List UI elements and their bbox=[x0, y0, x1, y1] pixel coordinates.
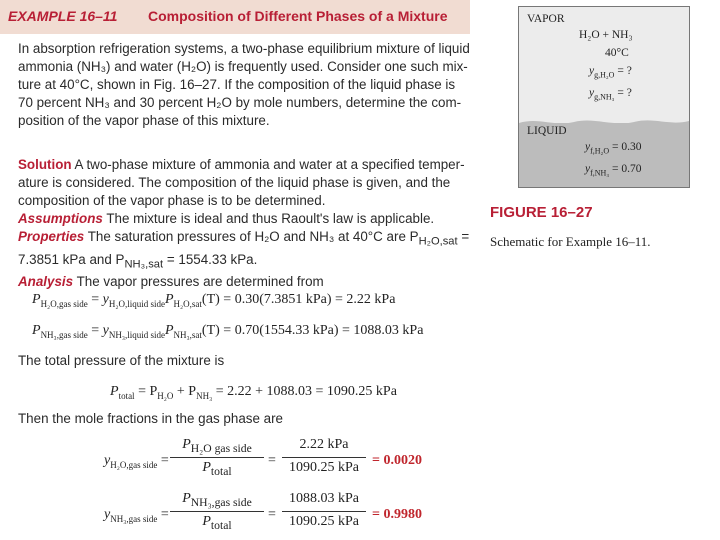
value: = ? bbox=[614, 87, 632, 99]
subscript: NH₃,gas side bbox=[110, 513, 158, 524]
symbol: P bbox=[164, 323, 174, 338]
assumptions-heading: Assumptions bbox=[18, 211, 103, 226]
equation-part: = P bbox=[134, 384, 158, 399]
figure-caption-text: Schematic for Example 16–11. bbox=[490, 234, 651, 249]
subscript: total bbox=[210, 518, 232, 532]
solution-text: composition of the vapor phase is to be determined. bbox=[18, 193, 326, 208]
properties-sub: NH₃,sat bbox=[124, 258, 164, 271]
numerator: 2.22 kPa bbox=[299, 437, 349, 452]
equation-rest: = 2.22 + 1088.03 = 1090.25 kPa bbox=[212, 384, 397, 399]
subscript: NH₃,sat bbox=[173, 329, 202, 340]
fraction-numeric bbox=[282, 491, 366, 532]
analysis-heading: Analysis bbox=[18, 274, 74, 290]
symbol: P bbox=[164, 292, 174, 307]
value: = 0.30 bbox=[609, 141, 642, 153]
problem-line: ammonia (NH₃) and water (H₂O) is frequently used. Consider one such mix- bbox=[18, 59, 468, 74]
symbol: y bbox=[585, 163, 591, 175]
vapor-h2o-fraction bbox=[589, 65, 632, 79]
equation-part: + P bbox=[173, 384, 197, 399]
symbol: P bbox=[32, 292, 41, 307]
subscript: H₂O bbox=[157, 390, 174, 401]
subscript: NH₃ bbox=[196, 390, 213, 401]
symbol: y bbox=[589, 65, 595, 77]
example-header bbox=[0, 0, 470, 34]
numerator: 1088.03 kPa bbox=[289, 491, 359, 506]
paragraph-line: Then the mole fractions in the gas phase are bbox=[18, 411, 283, 426]
example-title: Composition of Different Phases of a Mixture bbox=[148, 8, 448, 24]
problem-statement bbox=[18, 40, 470, 130]
liquid-label: LIQUID bbox=[527, 125, 567, 137]
symbol: y bbox=[104, 453, 111, 468]
liquid-h2o-fraction bbox=[585, 141, 642, 155]
properties-text: 7.3851 kPa and P bbox=[18, 251, 125, 267]
h2o-mole-fraction-result: = 0.0020 bbox=[372, 453, 422, 468]
nh3-mole-fraction-result: = 0.9980 bbox=[372, 507, 422, 522]
total-pressure-text bbox=[18, 352, 466, 370]
properties-sub: H₂O,sat bbox=[418, 235, 458, 248]
subscript: g,NH₃ bbox=[594, 92, 615, 102]
subscript: H₂O,liquid side bbox=[108, 298, 165, 309]
value: = 0.70 bbox=[609, 163, 642, 175]
figure-caption-title: FIGURE 16–27 bbox=[490, 204, 593, 221]
equals-sign: = bbox=[268, 507, 276, 522]
mole-fraction-text bbox=[18, 410, 466, 428]
problem-line: position of the vapor phase of this mixture. bbox=[18, 113, 270, 128]
equation-nh3-mole-fraction-lhs: $y_{NH_3,gas side}$ = bbox=[104, 507, 169, 524]
subscript: H₂O,gas side bbox=[40, 298, 88, 309]
subscript: total bbox=[210, 464, 232, 478]
temperature-label: 40°C bbox=[605, 47, 629, 59]
subscript: NH₃,liquid side bbox=[108, 329, 165, 340]
vapor-nh3-fraction bbox=[589, 87, 632, 101]
liquid-nh3-fraction bbox=[585, 163, 642, 177]
paragraph-line: The total pressure of the mixture is bbox=[18, 353, 225, 368]
subscript: NH₃,gas side bbox=[40, 329, 88, 340]
subscript: H₂O,sat bbox=[173, 298, 202, 309]
fraction-pressure-ratio bbox=[170, 491, 264, 532]
subscript: f,H₂O bbox=[590, 146, 610, 156]
vapor-liquid-schematic bbox=[518, 6, 690, 188]
equation-nh3-partial-pressure: $P_{NH_3,gas side} = y_{NH_3,liquid side}P_{NH_3,sat}(T) = 0.70(1554.33$ kPa) = 1088.03 kPa bbox=[32, 323, 424, 340]
subscript: total bbox=[118, 390, 135, 401]
symbol: P bbox=[182, 491, 191, 506]
value: = ? bbox=[614, 65, 632, 77]
symbol: P bbox=[182, 437, 191, 452]
symbol: y bbox=[102, 323, 109, 338]
mixture-label: H₂O + NH₃ bbox=[579, 29, 633, 41]
problem-line: ture at 40°C, shown in Fig. 16–27. If the composition of the liquid phase is bbox=[18, 77, 456, 92]
properties-text: The saturation pressures of H₂O and NH₃ at 40°C are P bbox=[87, 229, 419, 244]
equation-h2o-partial-pressure: $P_{H_2O,gas side} = y_{H_2O,liquid side}P_{H_2O,sat}(T) = 0.30(7.3851$ kPa) = 2.22 kPa bbox=[32, 292, 396, 309]
symbol: P bbox=[202, 460, 211, 475]
vapor-label: VAPOR bbox=[527, 13, 565, 25]
symbol: y bbox=[102, 292, 109, 307]
example-label: EXAMPLE 16–11 bbox=[8, 8, 118, 24]
denominator: 1090.25 kPa bbox=[289, 514, 359, 529]
solution-block bbox=[18, 156, 470, 291]
fraction-numeric bbox=[282, 437, 366, 478]
problem-line: In absorption refrigeration systems, a two-phase equilibrium mixture of liquid bbox=[18, 41, 470, 56]
subscript: H₂O gas side bbox=[190, 441, 252, 455]
symbol: P bbox=[202, 514, 211, 529]
equation-h2o-mole-fraction-lhs: $y_{H_2O,gas side}$ = bbox=[104, 453, 169, 470]
problem-line: 70 percent NH₃ and 30 percent H₂O by mole numbers, determine the com- bbox=[18, 95, 462, 110]
equation-rest: (T) = 0.30(7.3851 kPa) = 2.22 kPa bbox=[201, 292, 396, 307]
denominator: 1090.25 kPa bbox=[289, 460, 359, 475]
subscript: NH₃,gas side bbox=[190, 495, 252, 509]
assumptions-text: The mixture is ideal and thus Raoult's law is applicable. bbox=[106, 211, 435, 226]
subscript: H₂O,gas side bbox=[110, 459, 158, 470]
symbol: P bbox=[110, 384, 119, 399]
properties-heading: Properties bbox=[18, 229, 85, 244]
subscript: g,H₂O bbox=[594, 70, 615, 80]
symbol: y bbox=[589, 87, 595, 99]
symbol: y bbox=[585, 141, 591, 153]
solution-heading: Solution bbox=[18, 157, 72, 172]
equation-rest: (T) = 0.70(1554.33 kPa) = 1088.03 kPa bbox=[201, 323, 424, 338]
solution-text: A two-phase mixture of ammonia and water at a specified temper- bbox=[74, 157, 465, 172]
symbol: P bbox=[32, 323, 41, 338]
solution-text: ature is considered. The composition of the liquid phase is given, and the bbox=[18, 175, 451, 190]
equals-sign: = bbox=[268, 453, 276, 468]
symbol: y bbox=[104, 507, 111, 522]
equation-total-pressure bbox=[110, 384, 397, 401]
properties-text: = 1554.33 kPa. bbox=[163, 251, 258, 267]
fraction-pressure-ratio bbox=[170, 437, 264, 478]
analysis-text: The vapor pressures are determined from bbox=[76, 274, 324, 290]
properties-text: = bbox=[457, 229, 470, 244]
subscript: f,NH₃ bbox=[590, 168, 610, 178]
